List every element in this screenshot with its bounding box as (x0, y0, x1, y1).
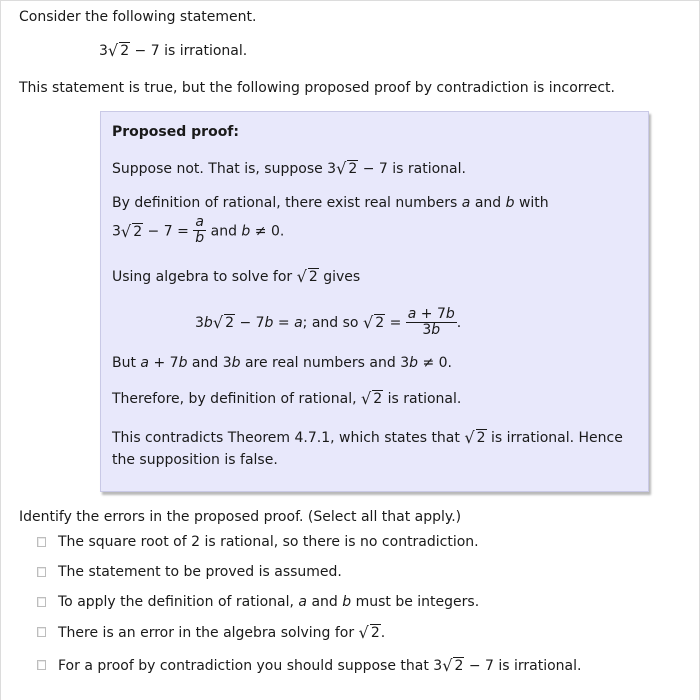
text-span: with (514, 195, 549, 211)
text-span: and (470, 195, 506, 211)
text-span: + 7 (416, 305, 446, 322)
text-span: is rational. (383, 391, 462, 407)
sqrt-expression: √ 2 (212, 313, 234, 332)
text-span: − 7 is irrational. (464, 658, 582, 674)
proof-line-suppose-post: − 7 is rational. (358, 161, 466, 177)
true-but-text: This statement is true, but the following proposed proof by contradiction is incorrect. (19, 80, 615, 96)
sqrt-expression: √ 2 (442, 656, 464, 675)
variable-a: a (294, 315, 303, 331)
fraction-numerator (406, 307, 457, 323)
radicand: 2 (120, 43, 130, 59)
variable-b: b (445, 305, 455, 322)
text-span: But (112, 355, 141, 371)
sqrt-expression: √ 2 (362, 313, 385, 332)
variable-b: b (241, 223, 251, 240)
sqrt-expression: √ 2 (296, 267, 318, 286)
radicand: 2 (476, 430, 486, 446)
radicand: 2 (133, 223, 143, 240)
radicand: 2 (348, 161, 358, 177)
sqrt-expression: √ 2 (358, 623, 380, 642)
text-span: must be integers. (351, 594, 480, 610)
sqrt-expression: √ 2 (361, 389, 383, 408)
text-span: 3 (422, 321, 432, 338)
sqrt-expression: √ 2 (107, 41, 130, 60)
radicand: 2 (373, 391, 383, 407)
variable-b: b (178, 355, 188, 371)
text-span: is irrational. Hence (486, 430, 623, 446)
checkbox[interactable] (37, 537, 46, 547)
frame-border-left (0, 0, 1, 700)
fraction-denominator: b (195, 230, 205, 246)
proof-line-definition (112, 193, 549, 213)
text-span: and 3 (187, 355, 232, 371)
text-span: There is an error in the algebra solving for (58, 625, 359, 641)
text-span: . (456, 315, 462, 331)
variable-b: b (431, 321, 441, 338)
proof-line-supposition-false: the supposition is false. (112, 452, 278, 468)
text-span: and (206, 223, 242, 240)
text-span: − 7 (235, 315, 265, 331)
statement-rest: − 7 is irrational. (130, 43, 248, 59)
text-span: This contradicts Theorem 4.7.1, which states that (112, 430, 465, 446)
checkbox[interactable] (37, 660, 46, 670)
text-span: ; and so (302, 315, 363, 331)
text-span: = (273, 315, 295, 331)
variable-b: b (203, 315, 213, 331)
option-label (58, 655, 581, 676)
statement-line (99, 40, 247, 61)
variable-b: b (231, 355, 241, 371)
checkbox[interactable] (37, 627, 46, 637)
proof-line-therefore (112, 388, 461, 409)
checkbox[interactable] (37, 597, 46, 607)
variable-b: b (264, 315, 274, 331)
text-span: are real numbers and 3 (240, 355, 410, 371)
fraction-a-plus-7b-over-3b (406, 307, 457, 338)
radicand: 2 (454, 658, 464, 674)
proof-line-equation (195, 302, 461, 343)
option-label (58, 592, 479, 612)
variable-b: b (409, 355, 418, 371)
text-span: Using algebra to solve for (112, 269, 297, 285)
text-span: By definition of rational, there exist real numbers (112, 195, 462, 211)
fraction-numerator: a (193, 215, 206, 231)
variable-a: a (140, 355, 150, 371)
text-span: Therefore, by definition of rational, (112, 391, 361, 407)
proof-line-real-numbers (112, 353, 452, 373)
sqrt-expression: √ 2 (336, 159, 358, 178)
variable-b: b (342, 594, 352, 610)
variable-a: a (461, 195, 471, 211)
proof-line-suppose (112, 158, 466, 179)
text-span: . (380, 625, 386, 641)
proof-line-suppose-pre: Suppose not. That is, suppose 3 (112, 161, 337, 177)
radicand: 2 (375, 315, 385, 331)
fraction-a-over-b (193, 215, 206, 246)
text-span: gives (318, 269, 361, 285)
option-label (58, 622, 385, 643)
fraction-denominator (406, 323, 457, 338)
text-span: ≠ 0. (250, 223, 285, 240)
text-span: − 7 = (143, 223, 194, 240)
frame-border-top (0, 0, 700, 1)
proposed-proof-box (100, 111, 649, 492)
checkbox[interactable] (37, 567, 46, 577)
option-label: The square root of 2 is rational, so there is no contradiction. (58, 534, 479, 550)
sqrt-expression: √ 2 (120, 221, 143, 241)
text-span: ≠ 0. (418, 355, 452, 371)
proof-line-fraction (112, 216, 284, 247)
consider-text: Consider the following statement. (19, 9, 257, 25)
radicand: 2 (370, 625, 380, 641)
text-span: For a proof by contradiction you should suppose that 3 (58, 658, 443, 674)
proof-line-contradicts (112, 427, 623, 448)
variable-a: a (298, 594, 307, 610)
text-span: = (385, 315, 406, 331)
text-span: To apply the definition of rational, (58, 594, 299, 610)
text-span: 3 (195, 315, 204, 331)
variable-a: a (407, 305, 417, 322)
text-span: + 7 (149, 355, 179, 371)
proof-title: Proposed proof: (112, 124, 239, 140)
text-span: and (307, 594, 343, 610)
radicand: 2 (308, 269, 318, 285)
statement-coef: 3 (99, 43, 108, 59)
variable-b: b (505, 195, 515, 211)
text-span: 3 (112, 223, 121, 240)
sqrt-expression: √ 2 (464, 428, 486, 447)
option-label: The statement to be proved is assumed. (58, 564, 342, 580)
radicand: 2 (225, 315, 234, 331)
proof-line-algebra (112, 266, 360, 287)
question-prompt: Identify the errors in the proposed proof. (Select all that apply.) (19, 509, 462, 525)
